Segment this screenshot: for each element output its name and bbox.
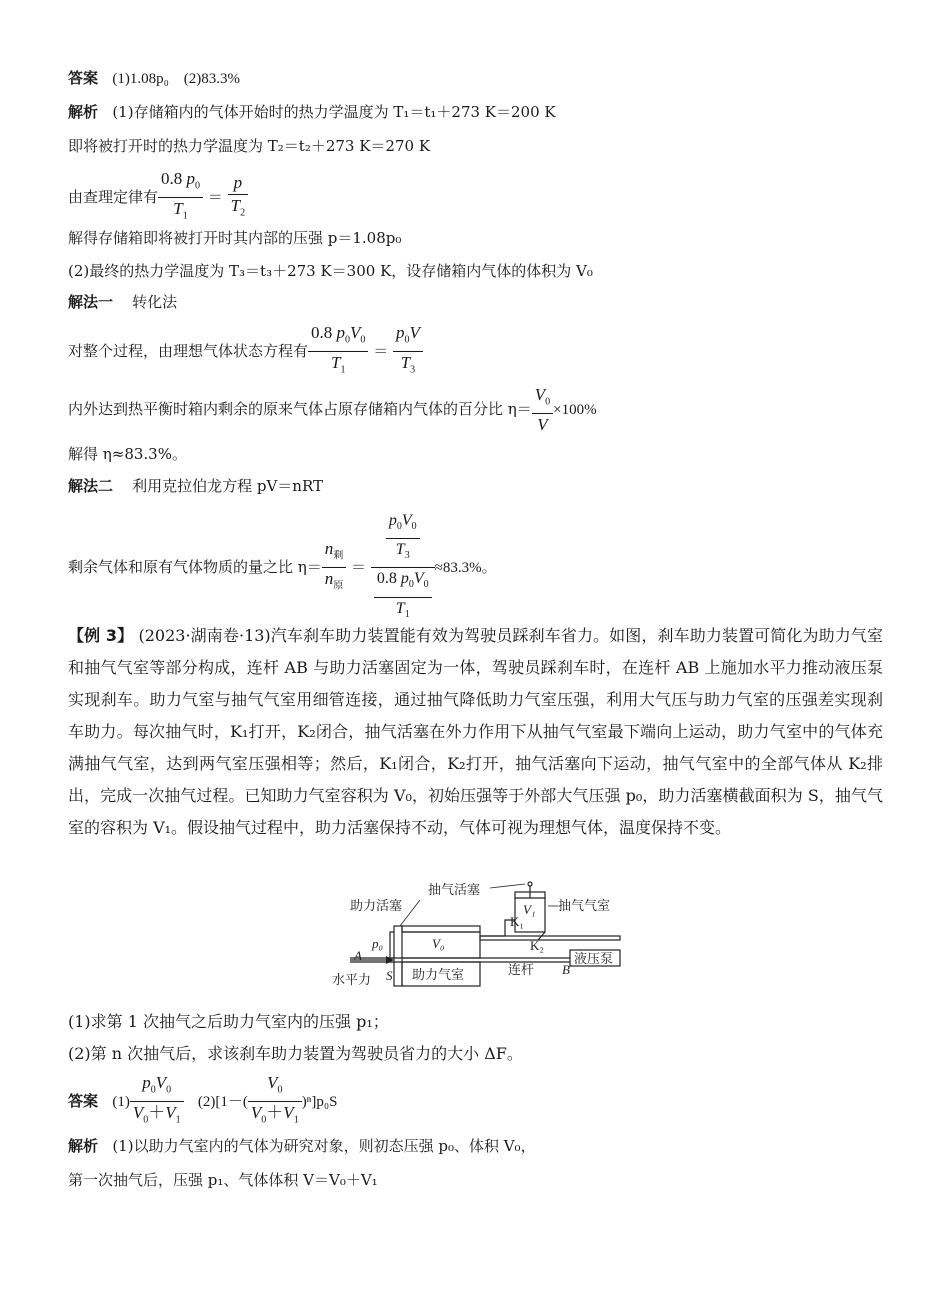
label-horizontal-force: 水平力	[332, 972, 372, 987]
method-2-label: 解法二	[68, 477, 114, 495]
fraction-v0-over-v: $\frac{V_0}{V}$	[532, 384, 553, 436]
fraction-p0v0-over-v0v1: $\frac{p_0V_0}{V_0+V_1}$	[130, 1072, 184, 1132]
label-rod: 连杆	[508, 962, 535, 977]
label-a: A	[354, 948, 362, 963]
fraction-v0-over-v0v1: $\frac{V_0}{V_0+V_1}$	[248, 1072, 302, 1132]
mole-ratio-suffix: ≈83.3%。	[434, 559, 497, 576]
method-1-label: 解法一	[68, 293, 114, 311]
analysis-2-label: 解析	[68, 1137, 99, 1155]
analysis-line-5: (2)最终的热力学温度为 T₃＝t₃＋273 K＝300 K，设存储箱内气体的体积为 V₀	[68, 262, 593, 280]
label-k2: K₂	[530, 938, 544, 953]
boost-upper-wall	[402, 926, 480, 932]
analysis-2-line-1	[68, 1134, 536, 1158]
answer-2-part2-prefix: (2)[1－(	[197, 1093, 248, 1110]
fraction-p-over-t2: $\frac{p}{T_2}$	[228, 172, 248, 224]
analysis-2-text-1: (1)以助力气室内的气体为研究对象，则初态压强 p₀、体积 V₀，	[112, 1137, 536, 1155]
method-2-title: 利用克拉伯龙方程 pV＝nRT	[132, 477, 323, 495]
label-b: B	[562, 962, 570, 977]
label-p0: p₀	[372, 936, 384, 951]
label-boost-chamber: 助力气室	[412, 967, 465, 982]
example-3-text: (2023·湖南卷·13)汽车刹车助力装置能有效为驾驶员踩刹车省力。如图，刹车助力装置可简化为助力气室和抽气气室等部分构成，连杆 AB 与助力活塞固定为一体，驾驶员踩刹车时，在连杆 AB 上施加水平力推动液压泵实现刹车。助力气室与抽气气室用细管连接，通过抽气降低助力气室压强，利用大气压与助力气室的压强差实现刹车助力。每次抽气时，K₁打开，K₂闭合，抽气活塞在外力作用下从抽气气室最下端向上运动，助力气室中的气体充满抽气气室，达到两气室压强相等；然后，K₁闭合，K₂打开，抽气活塞向下运动，抽气气室中的全部气体从 K₂排出，完成一次抽气过程。已知助力气室容积为 V₀，初始压强等于外部大气压强 p₀，助力活塞横截面积为 S，抽气气室的容积为 V₁。假设抽气过程中，助力活塞保持不动，气体可视为理想气体，温度保持不变。	[68, 626, 883, 837]
label-hydraulic: 液压泵	[574, 951, 614, 966]
answer-label: 答案	[68, 69, 99, 87]
label-boost-piston: 助力活塞	[350, 898, 403, 913]
method-1-title: 转化法	[132, 293, 178, 311]
analysis-line-2: 即将被打开时的热力学温度为 T₂＝t₂＋273 K＝270 K	[68, 137, 431, 155]
percentage-suffix: ×100%	[553, 402, 597, 419]
answer-text: (1)1.08p₀ (2)83.3%	[112, 71, 241, 87]
charles-law-prefix: 由查理定律有	[68, 187, 159, 206]
answer-2-part1: (1)	[112, 1093, 130, 1110]
brake-booster-diagram	[320, 880, 630, 992]
fraction-08p0v0-over-t1: $\frac{0.8 p_0V_0}{T_1}$	[308, 322, 368, 382]
question-1: (1)求第 1 次抽气之后助力气室内的压强 p₁；	[68, 1012, 389, 1031]
compound-fraction: $\frac{\frac{p_0V_0}{T_3}}{\frac{0.8 p_0V_0}{T_1}}$	[371, 510, 435, 626]
fraction-n-remain-over-n-orig: $\frac{n_剩}{n_原}$	[322, 538, 347, 598]
label-pump-piston: 抽气活塞	[428, 882, 481, 897]
answer-2-line	[68, 1072, 337, 1132]
label-v0: V₀	[432, 936, 445, 951]
answer-2-part2-suffix: )ⁿ]p₀S	[301, 1093, 338, 1110]
boost-piston-shape	[394, 926, 402, 986]
analysis-label: 解析	[68, 103, 99, 121]
analysis-line-4: 解得存储箱即将被打开时其内部的压强 p＝1.08p₀	[68, 229, 402, 247]
answer-2-label: 答案	[68, 1091, 99, 1110]
method-2-heading	[68, 474, 323, 498]
label-s: S	[386, 968, 393, 983]
analysis-text-1: (1)存储箱内的气体开始时的热力学温度为 T₁＝t₁＋273 K＝200 K	[112, 103, 556, 121]
ideal-gas-prefix: 对整个过程，由理想气体状态方程有	[68, 341, 309, 360]
analysis-line-1	[68, 100, 556, 124]
analysis-line-8: 解得 η≈83.3%。	[68, 445, 187, 463]
percentage-prefix: 内外达到热平衡时箱内剩余的原来气体占原存储箱内气体的百分比 η＝	[68, 400, 532, 419]
charles-law-line: 由查理定律有 $\frac{0.8 p_0}{T_1}$ ＝ $\frac{p}{T_2}$	[68, 168, 248, 228]
question-2: (2)第 n 次抽气后，求该刹车助力装置为驾驶员省力的大小 ΔF。	[68, 1044, 523, 1063]
label-pump-chamber: 抽气气室	[558, 898, 611, 913]
mole-ratio-line: 剩余气体和原有气体物质的量之比 η＝ $\frac{n_剩}{n_原}$ ＝ $\frac{\frac{p_0V_0}{T_3}}{\frac{0.8 p_0V_0}{T_1}}$ ≈83.3%。	[68, 510, 497, 626]
fraction-08p0-over-t1: $\frac{0.8 p_0}{T_1}$	[158, 168, 203, 228]
answer-1-line	[68, 66, 240, 91]
method-1-heading	[68, 290, 177, 314]
example-3-paragraph	[68, 620, 883, 844]
fraction-p0v-over-t3: $\frac{p_0V}{T_3}$	[393, 322, 423, 382]
label-v1: V₁	[523, 902, 536, 917]
analysis-2-line-2: 第一次抽气后，压强 p₁、气体体积 V＝V₀＋V₁	[68, 1171, 378, 1189]
mole-ratio-prefix: 剩余气体和原有气体物质的量之比 η＝	[68, 557, 322, 576]
label-k1: K₁	[510, 914, 524, 929]
ideal-gas-line: 对整个过程，由理想气体状态方程有 $\frac{0.8 p_0V_0}{T_1}$ ＝ $\frac{p_0V}{T_3}$	[68, 322, 423, 382]
example-3-label: 【例 3】	[68, 626, 134, 645]
percentage-line	[68, 384, 597, 436]
